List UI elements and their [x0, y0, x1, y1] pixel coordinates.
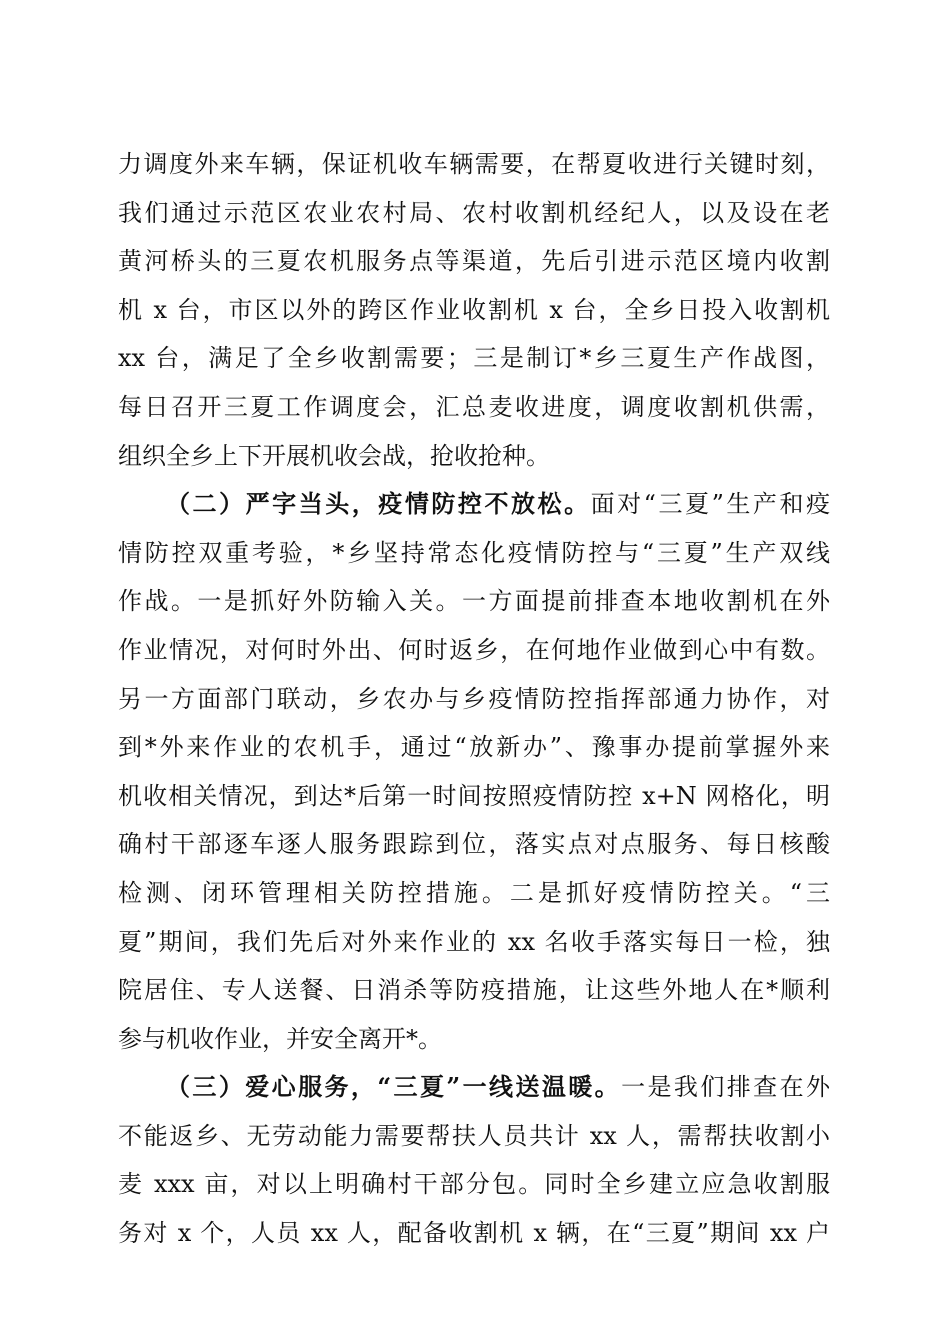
- section-heading: （三）爱心服务，“三夏”一线送温暖。: [166, 1072, 622, 1102]
- text-line: 麦 xxx 亩，对以上明确村干部分包。同时全乡建立应急收割服: [118, 1170, 830, 1199]
- text-line: 情防控双重考验，*乡坚持常态化疫情防控与“三夏”生产双线: [118, 538, 830, 567]
- text-line: 检测、闭环管理相关防控措施。二是抓好疫情防控关。“三: [118, 878, 830, 907]
- paragraph-first-line: [118, 1063, 830, 1112]
- text-line: xx 台，满足了全乡收割需要；三是制订*乡三夏生产作战图，: [118, 344, 830, 373]
- paragraph-2: [118, 480, 830, 1063]
- text-line: 院居住、专人送餐、日消杀等防疫措施，让这些外地人在*顺利: [118, 976, 830, 1005]
- text-line: 确村干部逐车逐人服务跟踪到位，落实点对点服务、每日核酸: [118, 830, 830, 859]
- text-line: 不能返乡、无劳动能力需要帮扶人员共计 xx 人，需帮扶收割小: [118, 1121, 830, 1150]
- text-line: 另一方面部门联动，乡农办与乡疫情防控指挥部通力协作，对: [118, 684, 830, 713]
- text-line: 每日召开三夏工作调度会，汇总麦收进度，调度收割机供需，: [118, 392, 830, 421]
- paragraph-1: [118, 140, 830, 480]
- paragraph-3: [118, 1063, 830, 1257]
- text-line: 作业情况，对何时外出、何时返乡，在何地作业做到心中有数。: [118, 635, 830, 664]
- text-line: 作战。一是抓好外防输入关。一方面提前排查本地收割机在外: [118, 587, 830, 616]
- text-line: 黄河桥头的三夏农机服务点等渠道，先后引进示范区境内收割: [118, 247, 830, 276]
- section-heading: （二）严字当头，疫情防控不放松。: [166, 489, 591, 519]
- text-line: 参与机收作业，并安全离开*。: [118, 1024, 442, 1053]
- document-page: [118, 140, 830, 1258]
- text-line: 组织全乡上下开展机收会战，抢收抢种。: [118, 441, 550, 470]
- text-line: 机收相关情况，到达*后第一时间按照疫情防控 x+N 网格化，明: [118, 781, 830, 810]
- text-line: 到*外来作业的农机手，通过“放新办”、豫事办提前掌握外来: [118, 733, 830, 762]
- paragraph-first-line: [118, 480, 830, 529]
- text-line: 机 x 台，市区以外的跨区作业收割机 x 台，全乡日投入收割机: [118, 295, 830, 324]
- text-line: 务对 x 个，人员 xx 人，配备收割机 x 辆，在“三夏”期间 xx 户: [118, 1219, 830, 1248]
- text-line: 力调度外来车辆，保证机收车辆需要，在帮夏收进行关键时刻，: [118, 150, 830, 178]
- text-line: 夏”期间，我们先后对外来作业的 xx 名收手落实每日一检，独: [118, 927, 830, 956]
- text-line: 我们通过示范区农业农村局、农村收割机经纪人，以及设在老: [118, 198, 830, 227]
- text-run: 面对“三夏”生产和疫: [590, 490, 830, 519]
- text-run: 一是我们排查在外: [621, 1073, 830, 1102]
